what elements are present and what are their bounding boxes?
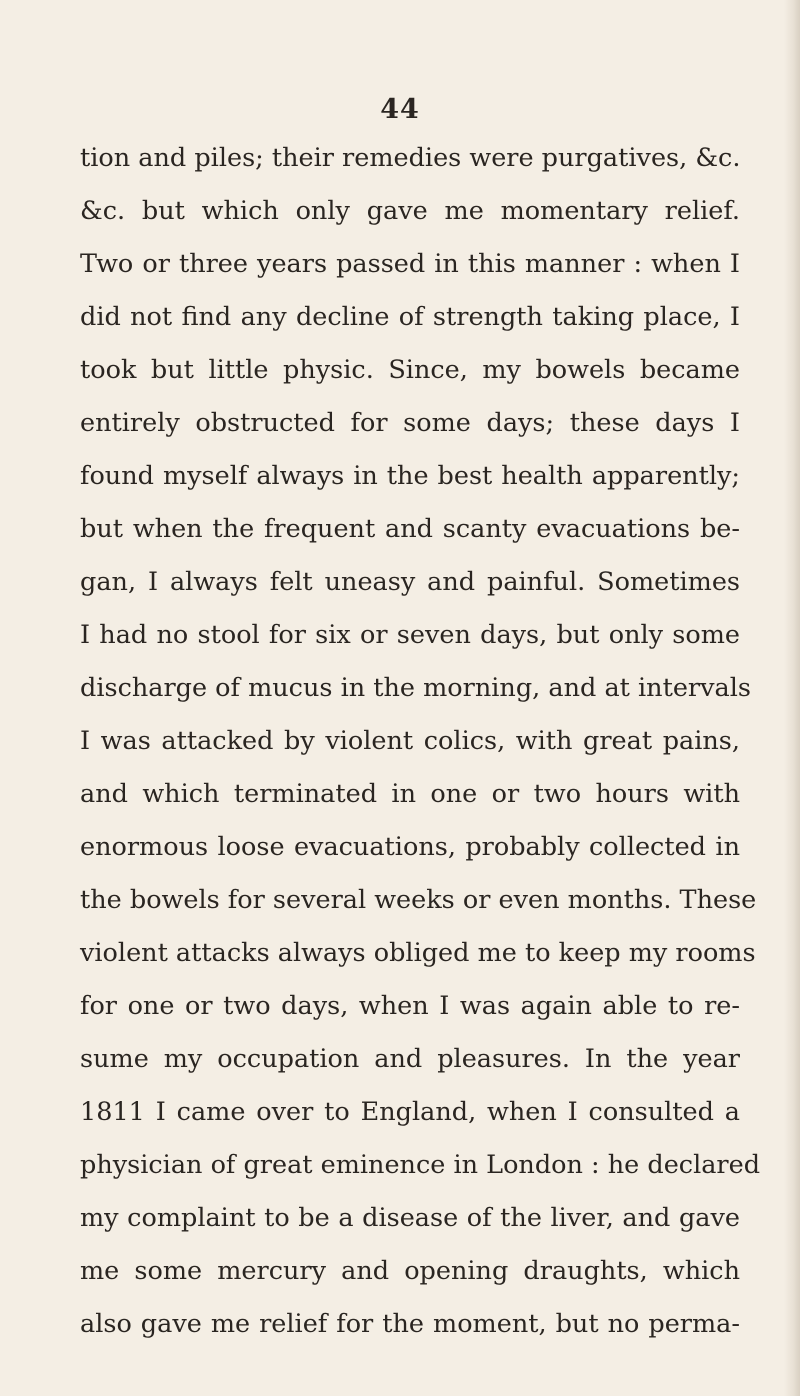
text-line: sume my occupation and pleasures. In the year [80,1044,740,1074]
text-line: entirely obstructed for some days; these days I [80,408,740,438]
text-line: for one or two days, when I was again able to re- [80,991,740,1021]
text-line: my complaint to be a disease of the liver, and gave [80,1203,740,1233]
text-line: and which terminated in one or two hours with [80,779,740,809]
text-line: violent attacks always obliged me to keep my rooms [80,938,756,968]
text-line: did not find any decline of strength taking place, I [80,302,740,332]
page-edge-shadow [784,0,800,1396]
text-line: I was attacked by violent colics, with great pains, [80,726,740,756]
text-line: also gave me relief for the moment, but no perma- [80,1309,740,1339]
text-line: enormous loose evacuations, probably collected in [80,832,740,862]
text-line: took but little physic. Since, my bowels became [80,355,740,385]
text-line: me some mercury and opening draughts, which [80,1256,740,1286]
text-line: &c. but which only gave me momentary relief. [80,196,740,226]
text-line: 1811 I came over to England, when I consulted a [80,1097,740,1127]
text-line: the bowels for several weeks or even months. These [80,885,757,915]
text-line: tion and piles; their remedies were purgatives, &c. [80,143,741,173]
text-line: but when the frequent and scanty evacuations be- [80,514,740,544]
text-line: discharge of mucus in the morning, and at intervals [80,673,751,703]
text-line: physician of great eminence in London : he declared [80,1150,761,1180]
text-line: gan, I always felt uneasy and painful. Sometimes [80,567,740,597]
text-line: found myself always in the best health apparently; [80,461,740,491]
text-line: Two or three years passed in this manner : when I [80,249,740,279]
page-number: 44 [380,94,420,125]
body-text [80,132,761,1351]
text-line: I had no stool for six or seven days, but only some [80,620,740,650]
